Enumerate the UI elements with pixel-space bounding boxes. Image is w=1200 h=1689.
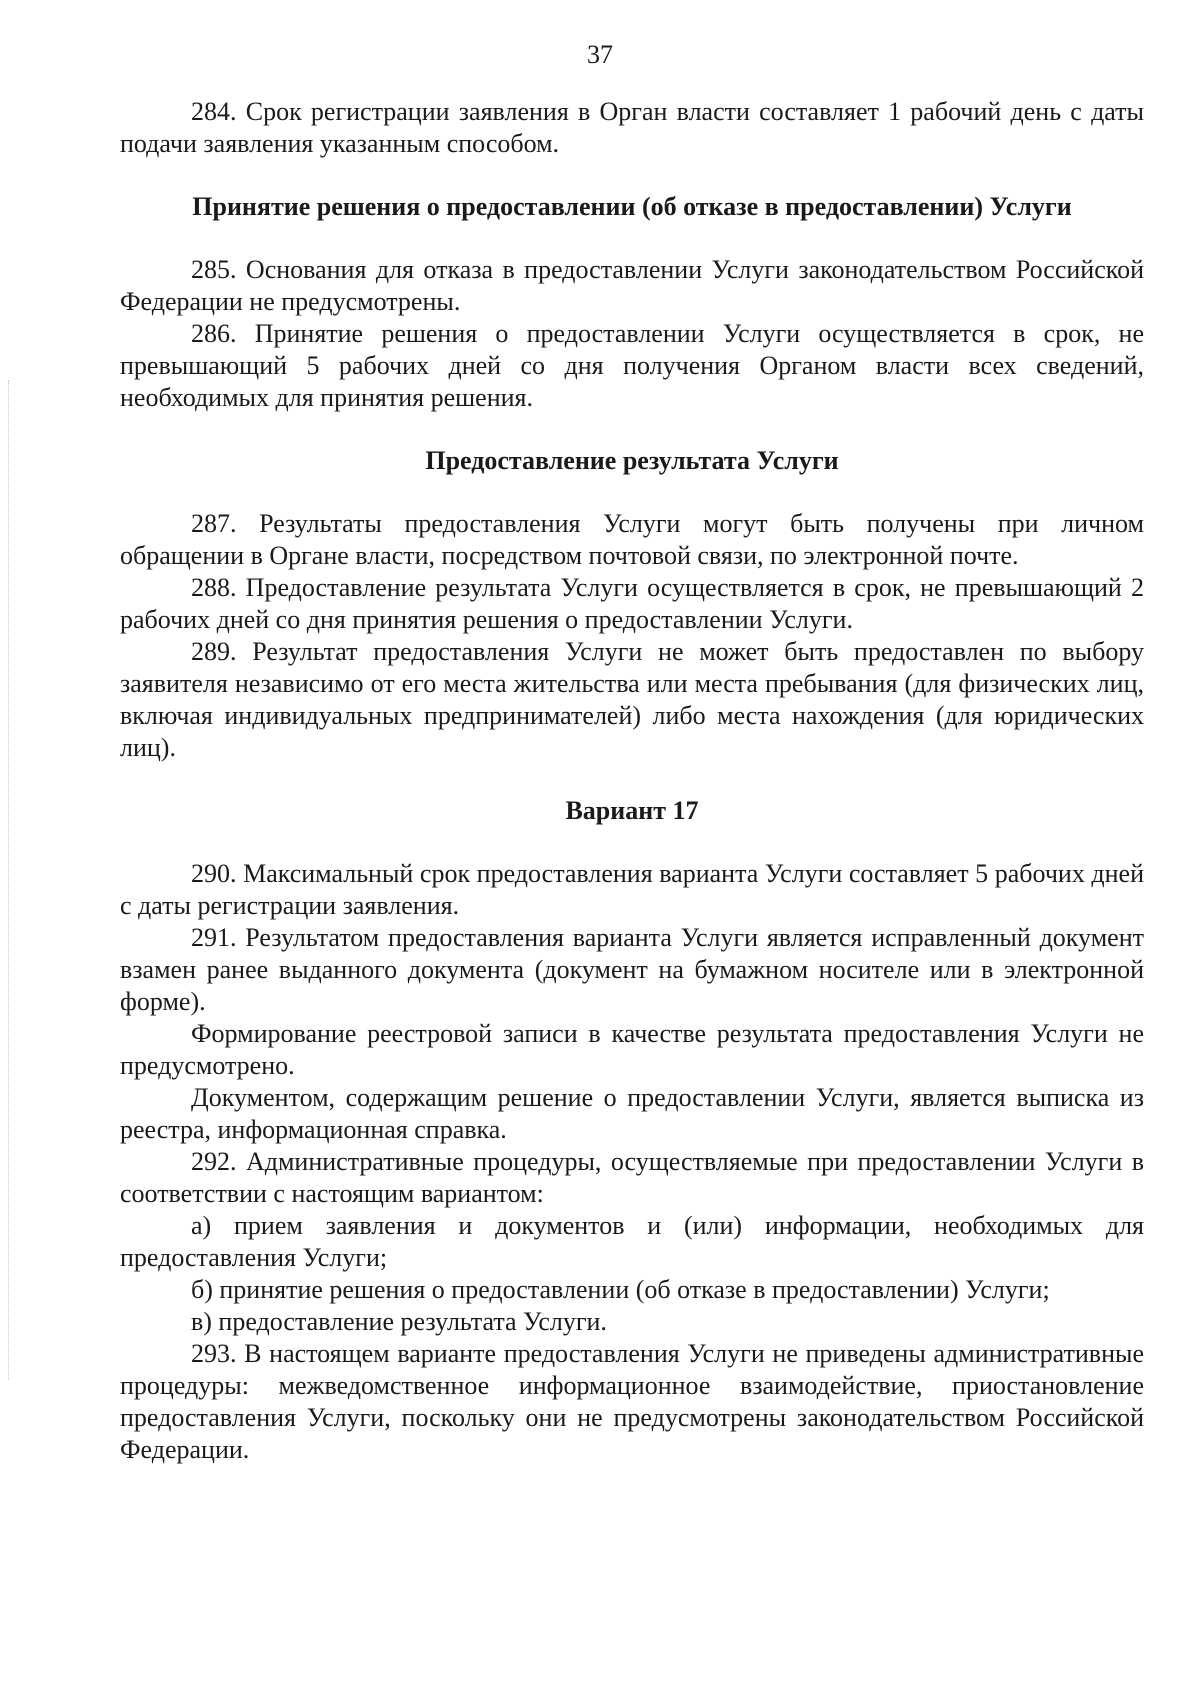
paragraph-290: 290. Максимальный срок предоставления варианта Услуги составляет 5 рабочих дней с даты регистрации заявления. (120, 859, 1144, 920)
paragraph-289: 289. Результат предоставления Услуги не может быть предоставлен по выбору заявителя независимо от его места жительства или места пребывания (для физических лиц, включая индивидуальных предпринимателей) либо места нахождения (для юридических лиц). (120, 637, 1144, 762)
paragraph-291: 291. Результатом предоставления варианта Услуги является исправленный документ взамен ранее выданного документа (документ на бумажном носителе или в электронной форме). (120, 923, 1144, 1016)
list-item-a: а) прием заявления и документов и (или) информации, необходимых для предоставления Услуги; (120, 1211, 1144, 1272)
paragraph-284: 284. Срок регистрации заявления в Орган власти составляет 1 рабочий день с даты подачи заявления указанным способом. (120, 97, 1144, 158)
paragraph-decision-document: Документом, содержащим решение о предоставлении Услуги, является выписка из реестра, информационная справка. (120, 1083, 1144, 1144)
list-item-b: б) принятие решения о предоставлении (об отказе в предоставлении) Услуги; (191, 1275, 1050, 1304)
paragraph-292: 292. Административные процедуры, осуществляемые при предоставлении Услуги в соответствии с настоящим вариантом: (120, 1147, 1144, 1208)
paragraph-285: 285. Основания для отказа в предоставлении Услуги законодательством Российской Федерации не предусмотрены. (120, 255, 1144, 316)
paragraph-286: 286. Принятие решения о предоставлении Услуги осуществляется в срок, не превышающий 5 рабочих дней со дня получения Органом власти всех сведений, необходимых для принятия решения. (120, 319, 1144, 412)
paragraph-287: 287. Результаты предоставления Услуги могут быть получены при личном обращении в Органе власти, посредством почтовой связи, по электронной почте. (120, 509, 1144, 570)
list-item-c: в) предоставление результата Услуги. (191, 1307, 607, 1336)
document-body (120, 96, 1144, 1466)
paragraph-registry-record: Формирование реестровой записи в качестве результата предоставления Услуги не предусмотрено. (120, 1019, 1144, 1080)
section-heading-result: Предоставление результата Услуги (425, 446, 839, 475)
paragraph-293: 293. В настоящем варианте предоставления Услуги не приведены административные процедуры: межведомственное информационное взаимодействие, приостановление предоставления Услуги, поскольку они не предусмотрены законодательством Российской Федерации. (120, 1339, 1144, 1464)
scan-edge-artifact (8, 380, 10, 1380)
paragraph-288: 288. Предоставление результата Услуги осуществляется в срок, не превышающий 2 рабочих дней со дня принятия решения о предоставлении Услуги. (120, 573, 1144, 634)
section-heading-variant-17: Вариант 17 (565, 796, 699, 825)
page-number: 37 (587, 40, 613, 69)
section-heading-decision: Принятие решения о предоставлении (об отказе в предоставлении) Услуги (192, 192, 1072, 221)
